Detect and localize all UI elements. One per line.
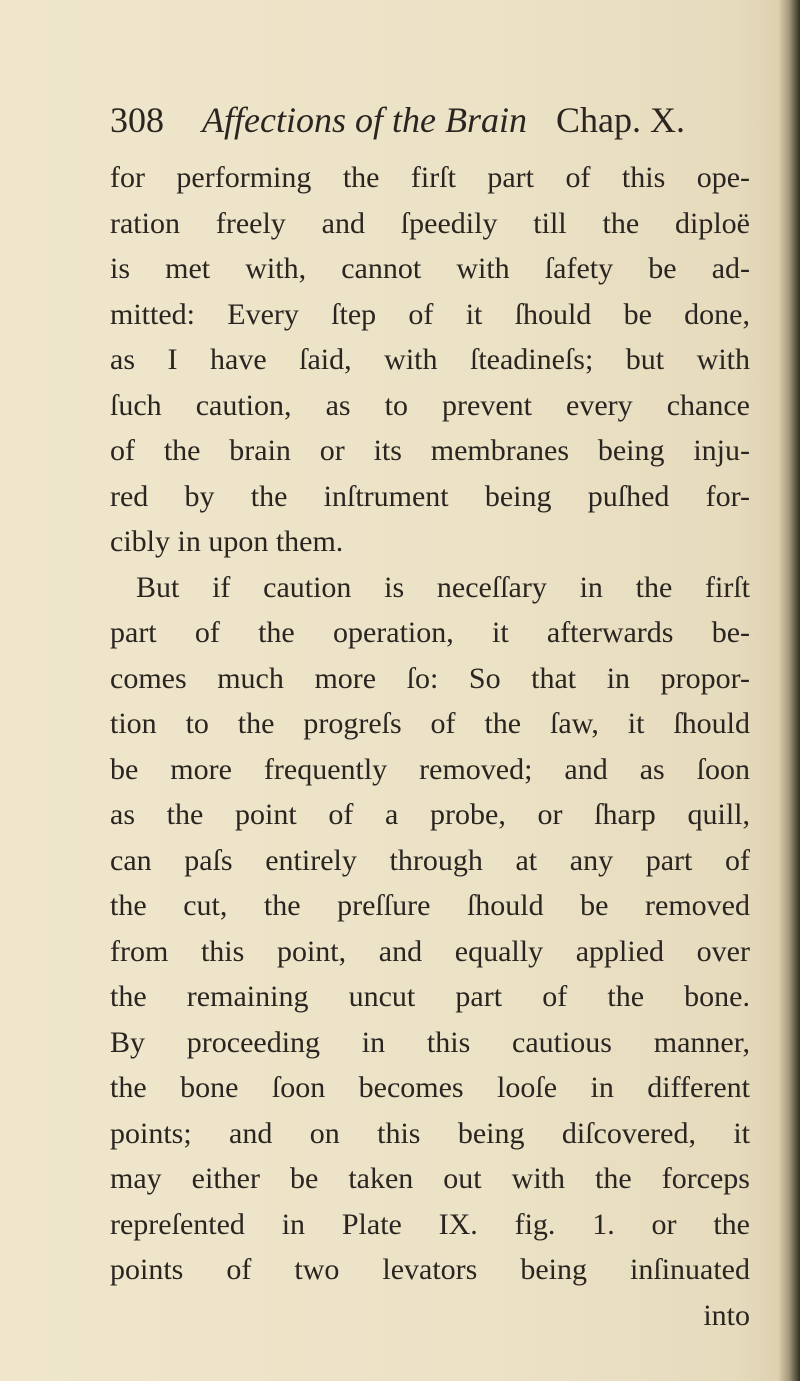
text-line: red by the inſtrument being puſhed for- [110, 479, 750, 513]
text-line: By proceeding in this cautious manner, [110, 1025, 750, 1059]
text-line: ration freely and ſpeedily till the diploë [110, 206, 750, 240]
text-line: for performing the firſt part of this ope- [110, 161, 750, 194]
text-line: from this point, and equally applied over [110, 934, 750, 968]
text-line: repreſented in Plate IX. fig. 1. or the [110, 1207, 750, 1241]
text-line: of the brain or its membranes being inju- [110, 434, 750, 467]
text-line: ſuch caution, as to prevent every chance [110, 388, 750, 422]
body-text [110, 155, 750, 1338]
text-line: tion to the progreſs of the ſaw, it ſhould [110, 707, 750, 740]
page-gutter-shadow [778, 0, 800, 1381]
text-line: the remaining uncut part of the bone. [110, 980, 750, 1013]
text-line: as I have ſaid, with ſteadineſs; but with [110, 343, 750, 376]
paragraph-start-line: But if caution is neceſſary in the firſt [136, 570, 750, 604]
text-line: mitted: Every ſtep of it ſhould be done, [110, 297, 750, 331]
text-line: may either be taken out with the forceps [110, 1162, 750, 1195]
text-line: comes much more ſo: So that in propor- [110, 661, 750, 695]
text-line: as the point of a probe, or ſharp quill, [110, 798, 750, 831]
chapter-label: Chap. X. [556, 100, 685, 140]
text-line: points of two levators being inſinuated [110, 1253, 750, 1286]
text-line: be more frequently removed; and as ſoon [110, 752, 750, 786]
text-line: cibly in upon them. [110, 525, 344, 558]
text-line: is met with, cannot with ſafety be ad- [110, 252, 750, 285]
running-title: Affections of the Brain [202, 100, 527, 140]
catchword: into [703, 1298, 750, 1332]
text-line: part of the operation, it afterwards be- [110, 616, 750, 649]
running-head [110, 95, 710, 145]
text-line: the cut, the preſſure ſhould be removed [110, 889, 750, 922]
page-number: 308 [110, 100, 164, 140]
text-line: points; and on this being diſcovered, it [110, 1116, 750, 1150]
text-line: can paſs entirely through at any part of [110, 843, 750, 877]
text-line: the bone ſoon becomes looſe in different [110, 1071, 750, 1104]
